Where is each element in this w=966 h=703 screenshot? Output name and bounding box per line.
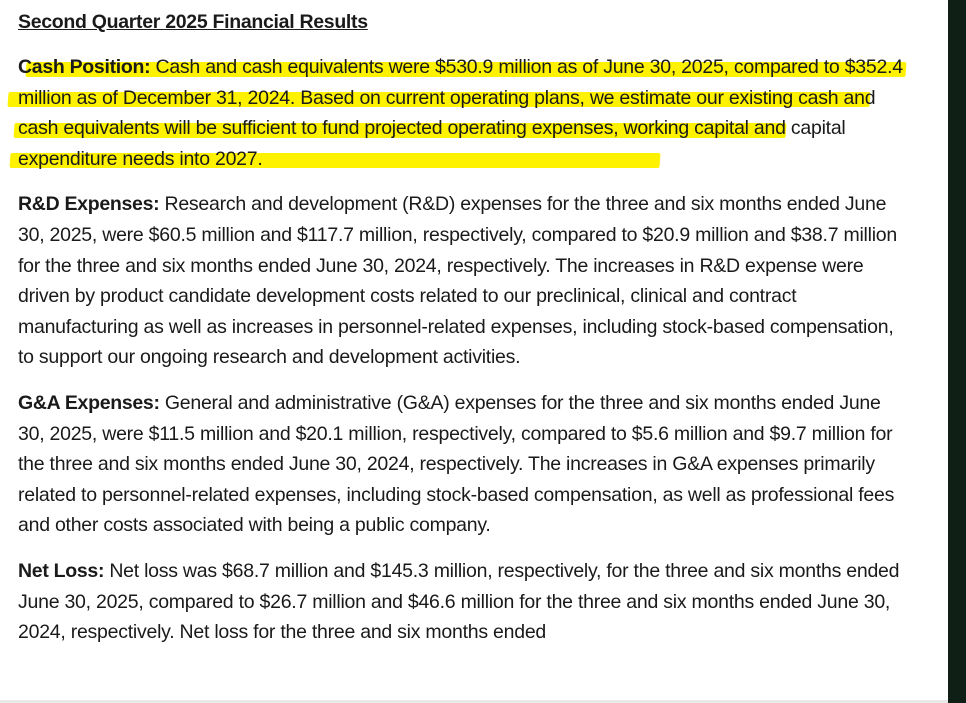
section-body: Cash and cash equivalents were $530.9 million as of June 30, 2025, compared to $352.4 million as of December 31, 2024. Based on current operating plans, we estimate our existing cash and cash equivalents will be sufficient to fund projected operating expenses, working capital and capital expenditure needs into 2027. [18, 56, 903, 170]
section-cash-position: Cash Position: Cash and cash equivalents were $530.9 million as of June 30, 2025, compared to $352.4 million as of December 31, 2024. Based on current operating plans, we estimate our existing cash and cash equivalents will be sufficient to fund projected operating expenses, working capital and capital expenditure needs into 2027. [18, 52, 906, 174]
window-edge [948, 0, 966, 703]
section-heading: G&A Expenses [18, 391, 154, 414]
section-body: Research and development (R&D) expenses for the three and six months ended June 30, 2025, were $60.5 million and $117.7 million, respectively, compared to $20.9 million and $38.7 million for the three and six months ended June 30, 2024, respectively. The increases in R&D expense were driven by product candidate development costs related to our preclinical, clinical and contract manufacturing as well as increases in personnel-related expenses, including stock-based compensation, to support our ongoing research and development activities. [18, 193, 897, 369]
section-heading: Net Loss [18, 559, 98, 582]
section-body: Net loss was $68.7 million and $145.3 million, respectively, for the three and six months ended June 30, 2025, compared to $26.7 million and $46.6 million for the three and six months ended June 30, 2024, respectively. Net loss for the three and six months ended [18, 559, 900, 644]
section-net-loss: Net Loss: Net loss was $68.7 million and $145.3 million, respectively, for the three and six months ended June 30, 2025, compared to $26.7 million and $46.6 million for the three and six months ended June 30, 2024, respectively. Net loss for the three and six months ended [18, 559, 900, 644]
section-heading: R&D Expenses [18, 193, 154, 216]
section-heading: Cash Position [18, 56, 145, 78]
section-ga-expenses: G&A Expenses: General and administrative (G&A) expenses for the three and six months ended June 30, 2025, were $11.5 million and $20.1 million, respectively, compared to $5.6 million and $9.7 million for the three and six months ended June 30, 2024, respectively. The increases in G&A expenses primarily related to personnel-related expenses, including stock-based compensation, as well as professional fees and other costs associated with being a public company. [18, 391, 895, 537]
page-title: Second Quarter 2025 Financial Results [18, 11, 368, 33]
section-body: General and administrative (G&A) expenses for the three and six months ended June 30, 2025, were $11.5 million and $20.1 million, respectively, compared to $5.6 million and $9.7 million for the three and six months ended June 30, 2024, respectively. The increases in G&A expenses primarily related to personnel-related expenses, including stock-based compensation, as well as professional fees and other costs associated with being a public company. [18, 391, 895, 537]
document-content [18, 8, 906, 663]
section-rd-expenses: R&D Expenses: Research and development (R&D) expenses for the three and six months ended June 30, 2025, were $60.5 million and $117.7 million, respectively, compared to $20.9 million and $38.7 million for the three and six months ended June 30, 2024, respectively. The increases in R&D expense were driven by product candidate development costs related to our preclinical, clinical and contract manufacturing as well as increases in personnel-related expenses, including stock-based compensation, to support our ongoing research and development activities. [18, 193, 897, 369]
